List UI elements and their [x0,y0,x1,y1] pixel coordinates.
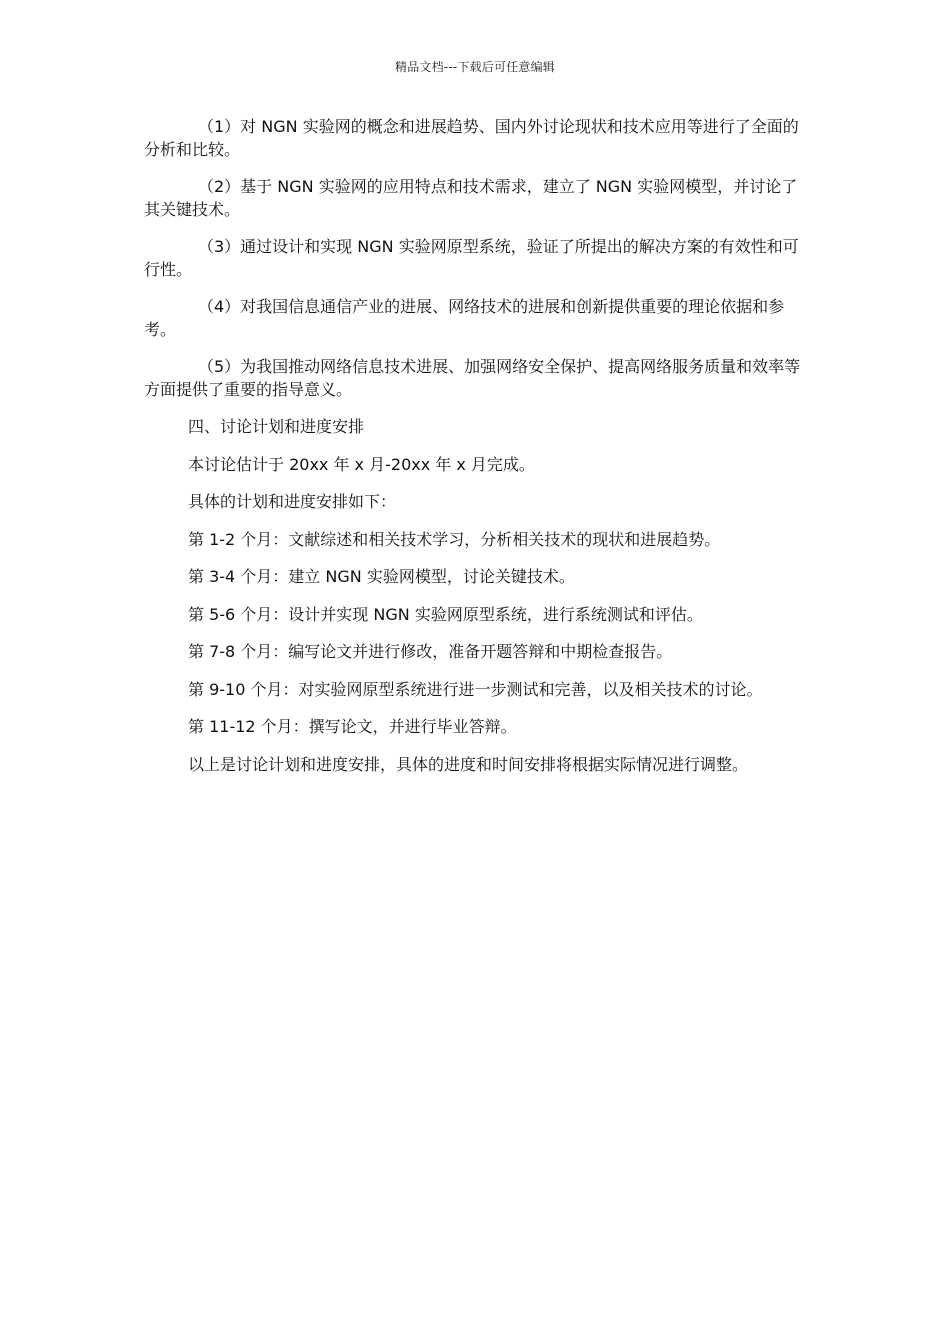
result-paragraph-4: （4）对我国信息通信产业的进展、网络技术的进展和创新提供重要的理论依据和参考。 [144,297,785,339]
result-paragraph-5: （5）为我国推动网络信息技术进展、加强网络安全保护、提高网络服务质量和效率等方面提供了重要的指导意义。 [144,357,801,399]
result-paragraph-2: （2）基于 NGN 实验网的应用特点和技术需求，建立了 NGN 实验网模型，并讨论了其关键技术。 [144,177,798,219]
schedule-item-3: 第 5-6 个月：设计并实现 NGN 实验网原型系统，进行系统测试和评估。 [188,604,703,624]
document-body [144,116,812,791]
conclusion: 以上是讨论计划和进度安排，具体的进度和时间安排将根据实际情况进行调整。 [188,754,749,774]
schedule-item-5: 第 9-10 个月：对实验网原型系统进行进一步测试和完善，以及相关技术的讨论。 [188,679,763,699]
schedule-item-6: 第 11-12 个月：撰写论文，并进行毕业答辩。 [188,717,517,736]
result-paragraph-3: （3）通过设计和实现 NGN 实验网原型系统，验证了所提出的解决方案的有效性和可行性。 [144,237,799,279]
page-header: 精品文档---下载后可任意编辑 [395,60,555,74]
schedule-item-2: 第 3-4 个月：建立 NGN 实验网模型，讨论关键技术。 [188,567,575,586]
plan-intro: 具体的计划和进度安排如下： [188,492,397,511]
timeline-intro: 本讨论估计于 20xx 年 x 月-20xx 年 x 月完成。 [188,454,535,474]
section-heading: 四、讨论计划和进度安排 [188,417,365,436]
schedule-item-4: 第 7-8 个月：编写论文并进行修改，准备开题答辩和中期检查报告。 [188,642,673,661]
result-paragraph-1: （1）对 NGN 实验网的概念和进展趋势、国内外讨论现状和技术应用等进行了全面的分析和比较。 [144,117,799,159]
schedule-item-1: 第 1-2 个月：文献综述和相关技术学习，分析相关技术的现状和进展趋势。 [188,529,721,549]
